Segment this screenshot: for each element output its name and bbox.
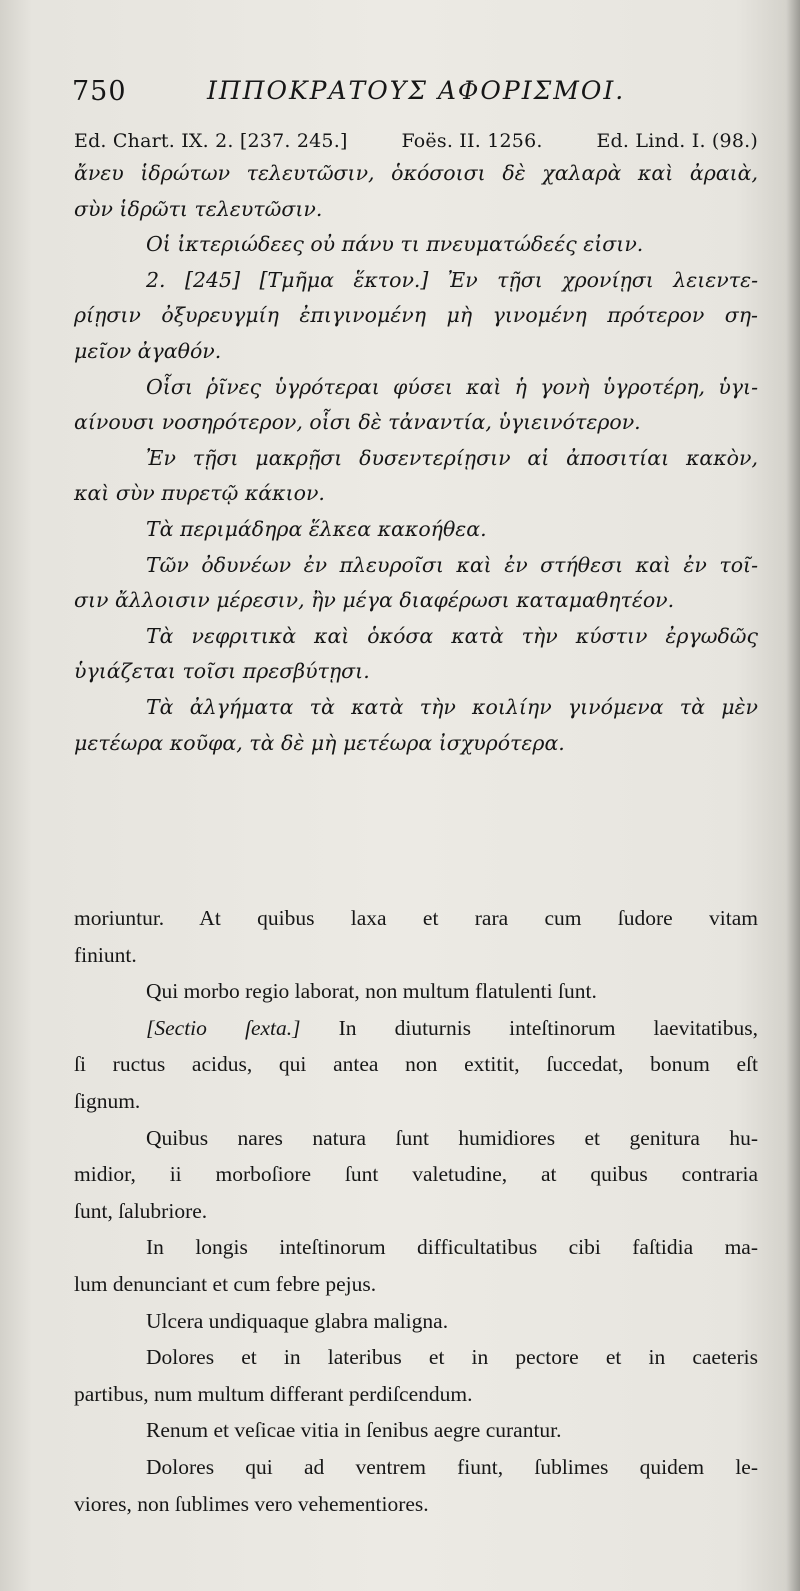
foesius-edition-ref: Foës. II. 1256. — [401, 130, 543, 152]
greek-line: μεῖον ἀγαθόν. — [74, 338, 222, 363]
running-title: ΙΠΠΟΚΡΑΤΟΥΣ ΑΦΟΡΙΣΜΟΙ. — [207, 76, 626, 105]
latin-line: midior, ii morboſiore ſunt valetudine, at quibus contraria — [74, 1162, 758, 1187]
latin-line-text: In diuturnis inteſtinorum laevitatibus, — [338, 1015, 758, 1040]
greek-aphorism-kidneys: Τὰ νεφριτικὰ καὶ ὁκόσα κατὰ τὴν κύστιν ἐργωδῶς — [146, 623, 758, 648]
latin-line: ſunt, ſalubriore. — [74, 1198, 208, 1223]
latin-line: ſignum. — [74, 1088, 141, 1113]
greek-line: ὑγιάζεται τοῖσι πρεσβύτῃσι. — [74, 659, 370, 684]
latin-aphorism-nostrils: Quibus nares natura ſunt humidiores et genitura hu- — [146, 1125, 758, 1150]
greek-aphorism-dysentery: Ἐν τῇσι μακρῇσι δυσεντερίῃσιν αἱ ἀποσιτίαι κακὸν, — [146, 445, 758, 470]
page-number: 750 — [72, 76, 127, 107]
greek-text-block — [74, 126, 758, 761]
page-header — [72, 72, 762, 112]
latin-line: partibus, num multum differant perdiſcendum. — [74, 1381, 473, 1406]
section-heading: [Sectio ſexta.] — [146, 1015, 301, 1040]
greek-line: σιν ἄλλοισιν μέρεσιν, ἢν μέγα διαφέρωσι καταμαθητέον. — [74, 588, 675, 613]
page-gutter-shadow — [786, 0, 800, 1591]
greek-aphorism-pains: Τῶν ὀδυνέων ἐν πλευροῖσι καὶ ἐν στήθεσι καὶ ἐν τοῖ- — [146, 552, 758, 577]
latin-line: moriuntur. At quibus laxa et rara cum ſudore vitam — [74, 906, 758, 930]
latin-aphorism-kidneys: Renum et veſicae vitia in ſenibus aegre curantur. — [146, 1418, 562, 1443]
latin-text-block — [74, 900, 758, 1522]
latin-aphorism-belly-pains: Dolores qui ad ventrem fiunt, ſublimes quidem le- — [146, 1454, 758, 1479]
greek-aphorism-jaundice: Οἱ ἰκτεριώδεες οὐ πάνυ τι πνευματώδεές εἰσιν. — [146, 232, 644, 257]
latin-line: finiunt. — [74, 942, 137, 967]
greek-line: σὺν ἱδρῶτι τελευτῶσιν. — [74, 196, 323, 221]
greek-aphorism-section-six: 2. [245] [Τμῆμα ἕκτον.] Ἐν τῇσι χρονίῃσι λειεντε- — [146, 267, 758, 292]
latin-aphorism-jaundice: Qui morbo regio laborat, non multum flatulenti ſunt. — [146, 979, 597, 1004]
greek-aphorism-belly-pains: Τὰ ἀλγήματα τὰ κατὰ τὴν κοιλίην γινόμενα τὰ μὲν — [146, 694, 758, 719]
greek-line: αίνουσι νοσηρότερον, οἷσι δὲ τἀναντία, ὑγιεινότερον. — [74, 410, 641, 435]
latin-aphorism-pains: Dolores et in lateribus et in pectore et in caeteris — [146, 1345, 758, 1370]
latin-aphorism-section-six — [74, 1010, 758, 1047]
latin-aphorism-dysentery: In longis inteſtinorum difficultatibus cibi faſtidia ma- — [146, 1235, 758, 1260]
greek-line: ἄνευ ἱδρώτων τελευτῶσιν, ὁκόσοισι δὲ χαλαρὰ καὶ ἀραιὰ, — [74, 161, 758, 185]
chartier-edition-ref: Ed. Chart. IX. 2. [237. 245.] — [74, 130, 348, 152]
latin-aphorism-ulcers: Ulcera undiquaque glabra maligna. — [146, 1308, 449, 1333]
latin-line: lum denunciant et cum febre pejus. — [74, 1271, 377, 1296]
edition-references — [74, 126, 758, 156]
greek-aphorism-ulcers: Τὰ περιμάδηρα ἕλκεα κακοήθεα. — [146, 516, 487, 541]
linden-edition-ref: Ed. Lind. I. (98.) — [596, 130, 758, 152]
latin-line: viores, non ſublimes vero vehementiores. — [74, 1491, 429, 1516]
latin-line: ſi ructus acidus, qui antea non extitit, ſuccedat, bonum eſt — [74, 1052, 758, 1077]
greek-aphorism-nostrils: Οἷσι ῥῖνες ὑγρότεραι φύσει καὶ ἡ γονὴ ὑγροτέρη, ὑγι- — [146, 374, 758, 399]
greek-line: καὶ σὺν πυρετῷ κάκιον. — [74, 481, 325, 506]
greek-line: μετέωρα κοῦφα, τὰ δὲ μὴ μετέωρα ἰσχυρότερα. — [74, 730, 565, 755]
greek-line: ρίῃσιν ὀξυρευγμίη ἐπιγινομένη μὴ γινομένη πρότερον ση- — [74, 303, 758, 328]
